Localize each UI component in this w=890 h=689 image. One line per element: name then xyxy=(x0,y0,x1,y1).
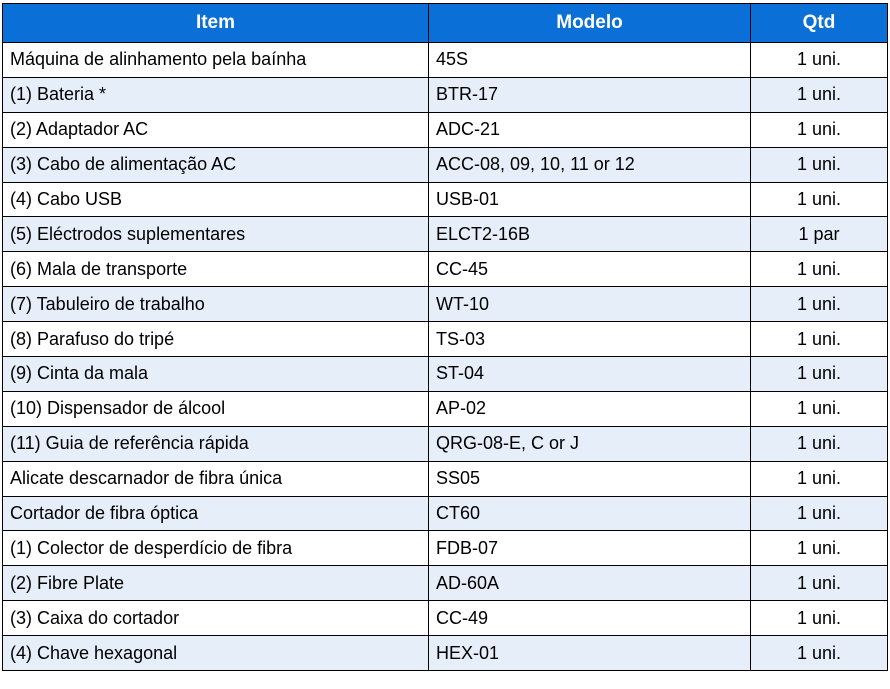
cell-model: CC-49 xyxy=(429,601,751,636)
cell-qty: 1 uni. xyxy=(751,461,888,496)
table-row xyxy=(3,601,888,636)
cell-item: Alicate descarnador de fibra única xyxy=(3,461,429,496)
column-header-model: Modelo xyxy=(429,4,751,43)
table-row xyxy=(3,147,888,182)
table-row xyxy=(3,426,888,461)
cell-qty: 1 uni. xyxy=(751,426,888,461)
table-row xyxy=(3,287,888,322)
cell-model: 45S xyxy=(429,43,751,78)
cell-item: Máquina de alinhamento pela baínha xyxy=(3,43,429,78)
cell-qty: 1 uni. xyxy=(751,531,888,566)
cell-model: AP-02 xyxy=(429,391,751,426)
cell-qty: 1 uni. xyxy=(751,182,888,217)
cell-qty: 1 uni. xyxy=(751,391,888,426)
table-row xyxy=(3,566,888,601)
cell-model: CC-45 xyxy=(429,252,751,287)
cell-item: (1) Bateria * xyxy=(3,77,429,112)
cell-item: (4) Chave hexagonal xyxy=(3,636,429,671)
table-row xyxy=(3,43,888,78)
table-row xyxy=(3,531,888,566)
table-row xyxy=(3,322,888,357)
cell-item: (9) Cinta da mala xyxy=(3,357,429,392)
cell-qty: 1 uni. xyxy=(751,496,888,531)
cell-item: Cortador de fibra óptica xyxy=(3,496,429,531)
column-header-item: Item xyxy=(3,4,429,43)
cell-item: (8) Parafuso do tripé xyxy=(3,322,429,357)
cell-item: (7) Tabuleiro de trabalho xyxy=(3,287,429,322)
cell-qty: 1 uni. xyxy=(751,252,888,287)
cell-item: (3) Caixa do cortador xyxy=(3,601,429,636)
cell-item: (11) Guia de referência rápida xyxy=(3,426,429,461)
table-row xyxy=(3,391,888,426)
cell-model: TS-03 xyxy=(429,322,751,357)
cell-qty: 1 uni. xyxy=(751,147,888,182)
cell-item: (2) Adaptador AC xyxy=(3,112,429,147)
table-row xyxy=(3,77,888,112)
cell-model: BTR-17 xyxy=(429,77,751,112)
header-row xyxy=(3,4,888,43)
cell-model: HEX-01 xyxy=(429,636,751,671)
cell-item: (5) Eléctrodos suplementares xyxy=(3,217,429,252)
cell-qty: 1 par xyxy=(751,217,888,252)
parts-list-table xyxy=(2,3,888,671)
cell-item: (1) Colector de desperdício de fibra xyxy=(3,531,429,566)
cell-qty: 1 uni. xyxy=(751,43,888,78)
table-row xyxy=(3,496,888,531)
cell-item: (2) Fibre Plate xyxy=(3,566,429,601)
cell-qty: 1 uni. xyxy=(751,77,888,112)
column-header-qty: Qtd xyxy=(751,4,888,43)
cell-qty: 1 uni. xyxy=(751,566,888,601)
table-row xyxy=(3,252,888,287)
table-row xyxy=(3,217,888,252)
cell-qty: 1 uni. xyxy=(751,287,888,322)
table-row xyxy=(3,357,888,392)
table-row xyxy=(3,461,888,496)
cell-item: (3) Cabo de alimentação AC xyxy=(3,147,429,182)
cell-model: CT60 xyxy=(429,496,751,531)
cell-model: ACC-08, 09, 10, 11 or 12 xyxy=(429,147,751,182)
cell-model: ELCT2-16B xyxy=(429,217,751,252)
cell-qty: 1 uni. xyxy=(751,601,888,636)
table-body xyxy=(3,43,888,671)
table-row xyxy=(3,182,888,217)
cell-model: WT-10 xyxy=(429,287,751,322)
cell-qty: 1 uni. xyxy=(751,636,888,671)
cell-model: AD-60A xyxy=(429,566,751,601)
cell-model: ADC-21 xyxy=(429,112,751,147)
cell-item: (10) Dispensador de álcool xyxy=(3,391,429,426)
cell-qty: 1 uni. xyxy=(751,357,888,392)
cell-item: (6) Mala de transporte xyxy=(3,252,429,287)
cell-model: SS05 xyxy=(429,461,751,496)
table-row xyxy=(3,636,888,671)
cell-qty: 1 uni. xyxy=(751,112,888,147)
cell-model: FDB-07 xyxy=(429,531,751,566)
cell-model: USB-01 xyxy=(429,182,751,217)
table-header xyxy=(3,4,888,43)
cell-model: ST-04 xyxy=(429,357,751,392)
cell-item: (4) Cabo USB xyxy=(3,182,429,217)
cell-model: QRG-08-E, C or J xyxy=(429,426,751,461)
parts-list-table-container xyxy=(2,3,887,671)
table-row xyxy=(3,112,888,147)
cell-qty: 1 uni. xyxy=(751,322,888,357)
